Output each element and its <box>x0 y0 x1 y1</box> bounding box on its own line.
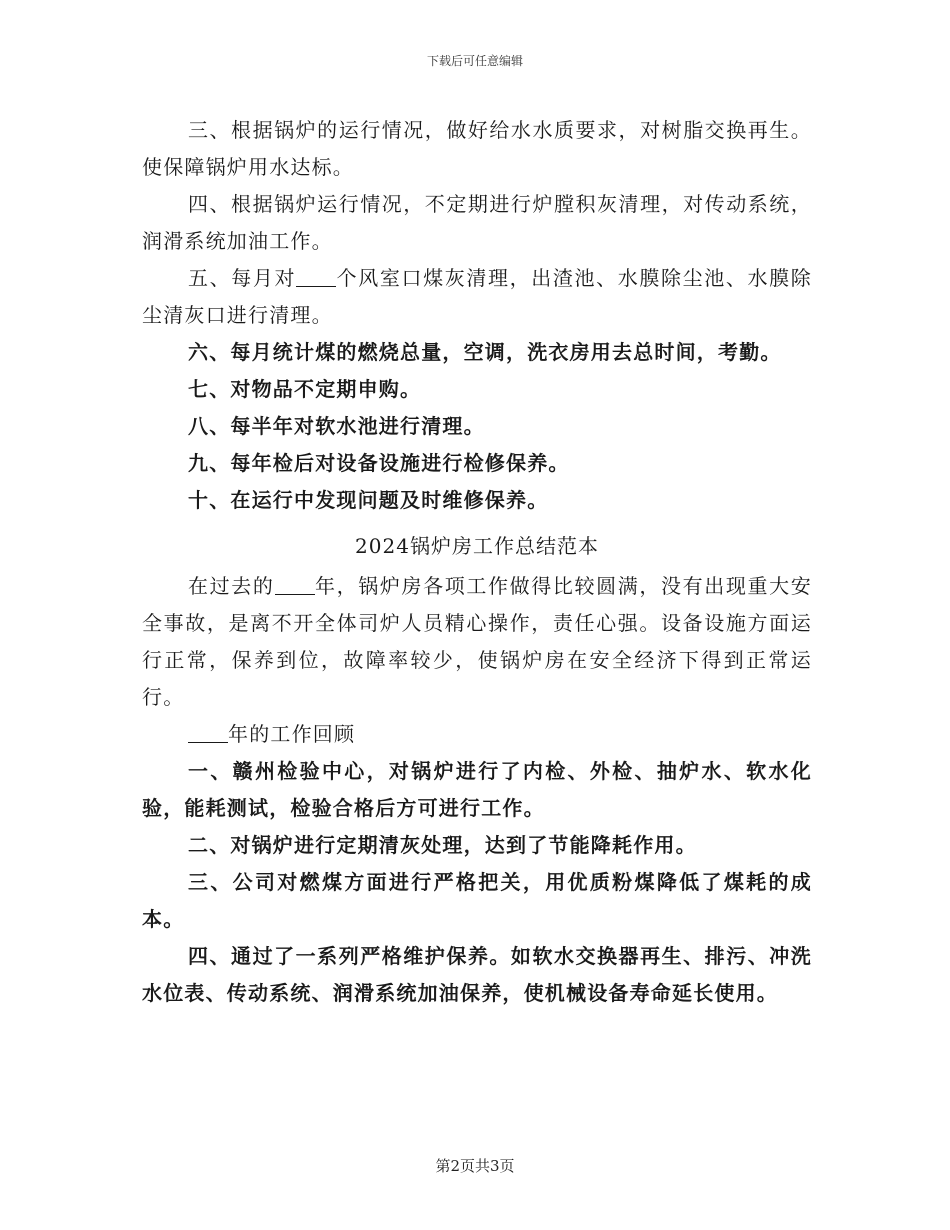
fill-in-blank <box>275 574 315 595</box>
page-footer: 第2页共3页 <box>435 1157 515 1175</box>
page-header: 下载后可任意编辑 <box>426 54 523 68</box>
paragraph-item-5 <box>142 260 812 334</box>
paragraph-item-6: 六、每月统计煤的燃烧总量，空调，洗衣房用去总时间，考勤。 <box>188 340 782 364</box>
intro-after: 年，锅炉房各项工作做得比较圆满，没有出现重大安全事故，是离不开全体司炉人员精心操作，责任心强。设备设施方面运行正常，保养到位，故障率较少，使锅炉房在安全经济下得到正常运行。 <box>142 574 812 709</box>
paragraph-item-3: 三、根据锅炉的运行情况，做好给水水质要求，对树脂交换再生。使保障锅炉用水达标。 <box>142 118 812 179</box>
intro-before: 在过去的 <box>188 574 275 598</box>
review-item-3: 三、公司对燃煤方面进行严格把关，用优质粉煤降低了煤耗的成本。 <box>142 870 812 931</box>
paragraph-item-9: 九、每年检后对设备设施进行检修保养。 <box>188 451 570 475</box>
review-item-2: 二、对锅炉进行定期清灰处理，达到了节能降耗作用。 <box>188 833 697 857</box>
section-title: 2024锅炉房工作总结范本 <box>355 534 599 558</box>
intro-paragraph <box>142 568 812 716</box>
review-heading-text: 年的工作回顾 <box>228 722 356 746</box>
document-body <box>142 112 812 1012</box>
fill-in-blank <box>188 722 228 743</box>
paragraph-item-5-after: 个风室口煤灰清理，出渣池、水膜除尘池、水膜除尘清灰口进行清理。 <box>142 266 813 327</box>
fill-in-blank <box>296 266 336 287</box>
review-item-1: 一、赣州检验中心，对锅炉进行了内检、外检、抽炉水、软水化验，能耗测试，检验合格后方可进行工作。 <box>142 759 812 820</box>
paragraph-item-5-before: 五、每月对 <box>188 266 297 290</box>
paragraph-item-8: 八、每半年对软水池进行清理。 <box>188 414 485 438</box>
review-heading <box>142 716 812 753</box>
paragraph-item-4: 四、根据锅炉运行情况，不定期进行炉膛积灰清理，对传动系统，润滑系统加油工作。 <box>142 192 812 253</box>
paragraph-item-7: 七、对物品不定期申购。 <box>188 377 422 401</box>
paragraph-item-10: 十、在运行中发现问题及时维修保养。 <box>188 488 549 512</box>
review-item-4: 四、通过了一系列严格维护保养。如软水交换器再生、排污、冲洗水位表、传动系统、润滑系统加油保养，使机械设备寿命延长使用。 <box>142 944 812 1005</box>
